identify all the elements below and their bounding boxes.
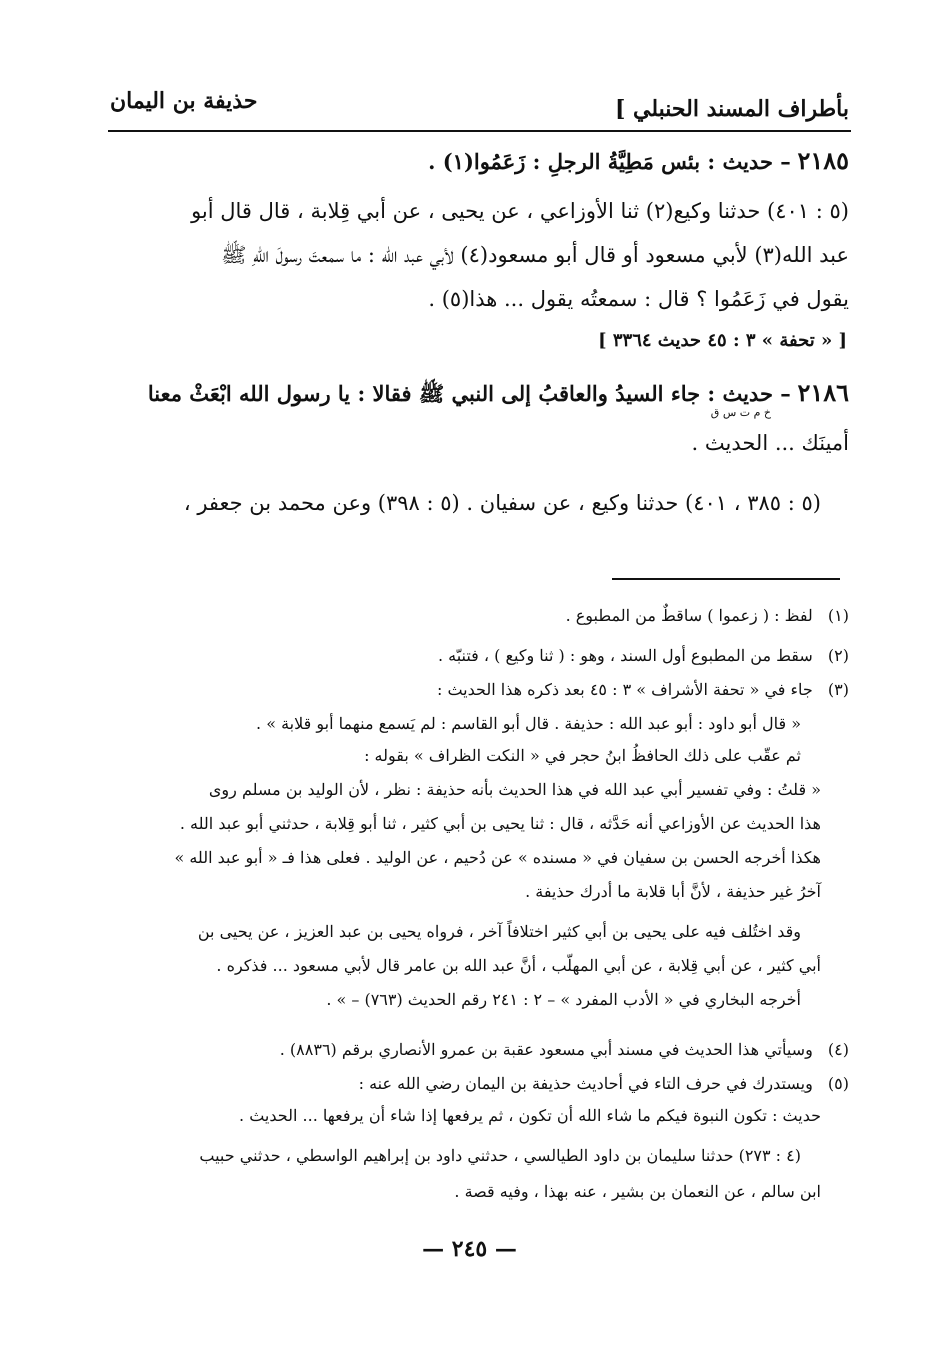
hadith-2186-sigla: خ م ت س ق — [710, 406, 771, 419]
footnote-3-line: « قال أبو داود : أبو عبد الله : حذيفة . قال أبو القاسم : لم يَسمع منهما أبو قلابة » . — [256, 714, 801, 733]
footnote-3-line: آخرُ غير حذيفة ، لأنَّ أبا قلابة ما أدرك حذيفة . — [525, 882, 821, 901]
footnote-3-line: وقد اختُلف فيه على يحيى بن أبي كثير اختلافاً آخر ، فرواه يحيى بن عبد العزيز ، عن يحيى بن — [197, 922, 801, 941]
hadith-2185-isnad-line: يقول في زَعَمُوا ؟ قال : سمعتُه يقول ... هذا(٥) . — [428, 287, 849, 311]
footnote-text: جاء في « تحفة الأشراف » ٣ : ٤٥ بعد ذكره هذا الحديث : — [436, 680, 813, 699]
footnote-3 — [437, 678, 849, 702]
tuhfa-reference: [ « تحفة » ٣ : ٤٥ حديث ٣٣٦٤ ] — [598, 330, 847, 351]
footnote-number: (١) — [827, 606, 849, 625]
hadith-text: – حديث : بئس مَطِيَّةُ الرجلِ : زَعَمُوا(١) . — [428, 149, 791, 174]
running-header-chapter-title: حذيفة بن اليمان — [110, 88, 258, 114]
footnote-5-line: (٤ : ٢٧٣) حدثنا سليمان بن داود الطيالسي ، حدثني داود بن إبراهيم الواسطي ، حدثني حبيب — [199, 1146, 801, 1165]
hadith-text: – حديث : جاء السيدُ والعاقبُ إلى النبي ﷺ فقالا : يا رسول الله ابْعَثْ معنا — [147, 381, 791, 406]
hadith-2185-heading — [428, 146, 849, 177]
header-divider — [108, 130, 851, 132]
footnote-number: (٤) — [827, 1040, 849, 1059]
hadith-2185-isnad-line: عبد الله(٣) لأبي مسعود أو قال أبو مسعود(٤) لأبي عبد الله : ما سمعتَ رسولَ اللهِ ﷺ — [221, 243, 849, 267]
footnote-text: لفظ : ( زعموا ) ساقطٌ من المطبوع . — [565, 606, 813, 625]
hadith-number: ٢١٨٦ — [797, 378, 849, 407]
footnote-divider — [612, 578, 840, 580]
hadith-2186-text-line: أمينَك ... الحديث . — [691, 431, 849, 455]
footnote-3-line: أخرجه البخاري في « الأدب المفرد » – ٢ : ٢٤١ رقم الحديث (٧٦٣) – » . — [326, 990, 801, 1009]
footnote-3-line: ثم عقّب على ذلك الحافظُ ابنُ حجر في « النكت الظراف » بقوله : — [364, 746, 801, 765]
footnote-5-line: حديث : تكون النبوة فيكم ما شاء الله أن تكون ، ثم يرفعها إذا شاء أن يرفعها ... الحديث . — [239, 1106, 821, 1125]
running-header-book-title: بأطراف المسند الحنبلي ] — [614, 96, 849, 122]
footnote-3-line: « قلتُ : وفي تفسير أبي عبد الله في هذا الحديث بأنه حذيفة : نظر ، لأن الوليد بن مسلم روى — [208, 780, 821, 799]
footnote-5 — [359, 1072, 849, 1096]
footnote-1 — [566, 604, 849, 628]
hadith-2186-heading — [148, 378, 849, 409]
footnote-number: (٣) — [827, 680, 849, 699]
hadith-number: ٢١٨٥ — [797, 146, 849, 175]
footnote-text: ويستدرك في حرف التاء في أحاديث حذيفة بن اليمان رضي الله عنه : — [358, 1074, 813, 1093]
footnote-3-line: أبي كثير ، عن أبي قِلابة ، عن أبي المهلّب ، أنَّ عبد الله بن عامر قال لأبي مسعود ... فذكره . — [216, 956, 821, 975]
footnote-3-line: هكذا أخرجه الحسن بن سفيان في « مسنده » عن دُحيم ، عن الوليد . فعلى هذا فـ « أبو عبد الله » — [174, 848, 821, 867]
footnote-number: (٥) — [827, 1074, 849, 1093]
footnote-4 — [280, 1038, 849, 1062]
footnote-2 — [438, 644, 849, 668]
footnote-3-line: هذا الحديث عن الأوزاعي أنه حَدَّثه ، قال : ثنا يحيى بن أبي كثير ، ثنا أبو قِلابة ، حدثني أبو عبد الله . — [179, 814, 821, 833]
footnote-number: (٢) — [827, 646, 849, 665]
footnote-5-line: ابن سالم ، عن النعمان بن بشير ، عنه بهذا ، وفيه قصة . — [454, 1182, 821, 1201]
hadith-2185-isnad-line: (٥ : ٤٠١) حدثنا وكيع(٢) ثنا الأوزاعي ، عن يحيى ، عن أبي قِلابة ، قال قال أبو — [191, 199, 849, 223]
footnote-text: وسيأتي هذا الحديث في مسند أبي مسعود عقبة بن عمرو الأنصاري برقم (٨٨٣٦) . — [279, 1040, 813, 1059]
page-number: — ٢٤٥ — — [422, 1236, 517, 1262]
hadith-2186-isnad-line: (٥ : ٣٨٥ ، ٤٠١) حدثنا وكيع ، عن سفيان . (٥ : ٣٩٨) وعن محمد بن جعفر ، — [183, 491, 821, 515]
footnote-text: سقط من المطبوع أول السند ، وهو : ( ثنا وكيع ) ، فتنبّه . — [437, 646, 813, 665]
